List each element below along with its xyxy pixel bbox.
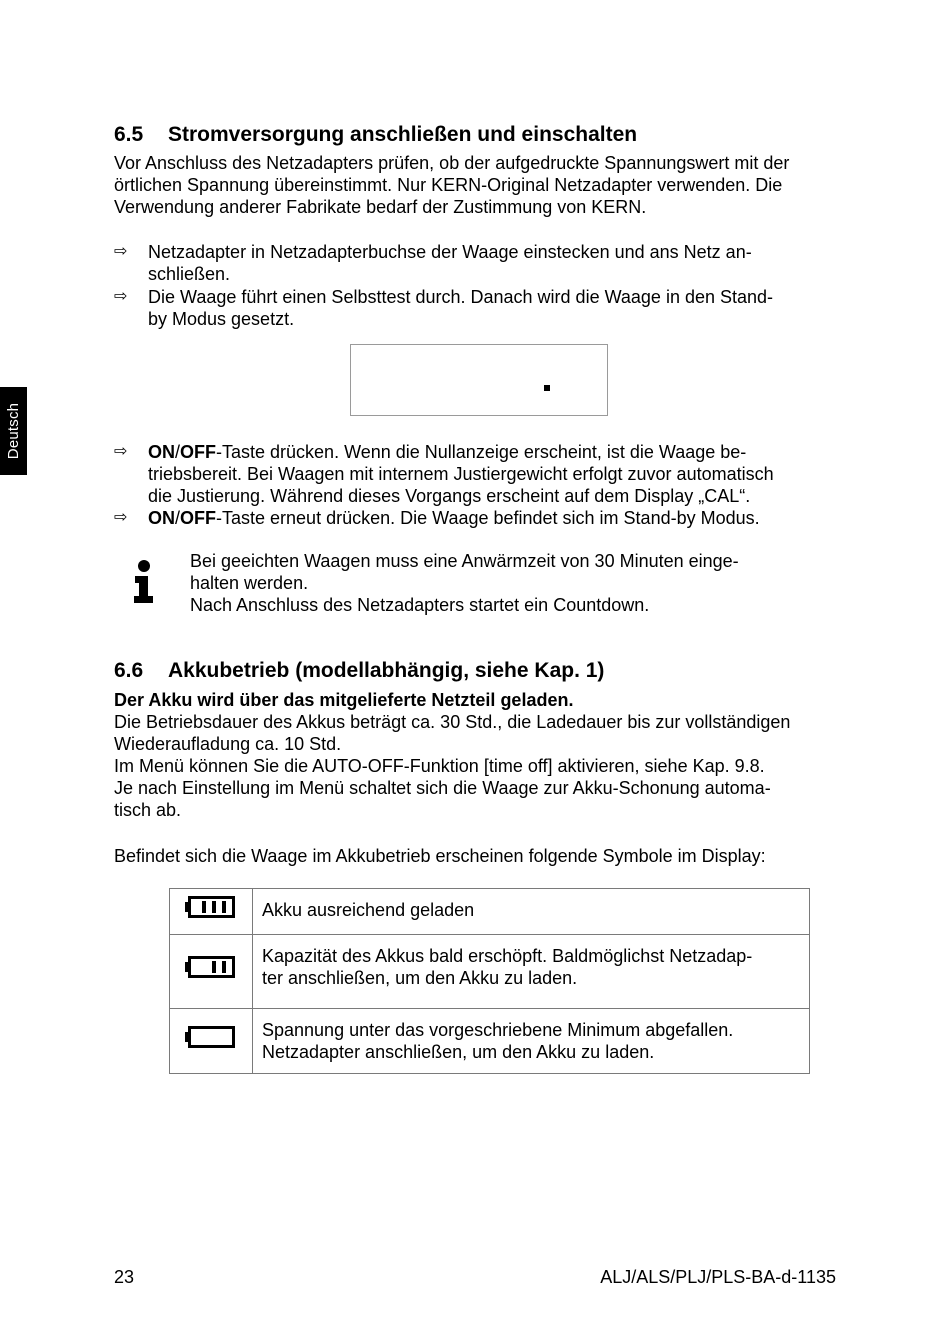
on-key-label: ON	[148, 508, 175, 528]
standby-display-illustration	[350, 344, 608, 416]
intro-line: Verwendung anderer Fabrikate bedarf der Zustimmung von KERN.	[114, 197, 647, 217]
step-line: schließen.	[148, 264, 231, 284]
symbol-description: Kapazität des Akkus bald erschöpft. Baldmöglichst Netzadap-	[262, 946, 753, 966]
section-6-5-intro	[114, 152, 854, 218]
section-6-5-title: Stromversorgung anschließen und einschalten	[168, 123, 638, 146]
document-id: ALJ/ALS/PLJ/PLS-BA-d-1135	[600, 1267, 836, 1287]
info-note	[190, 550, 830, 616]
section-6-6-title: Akkubetrieb (modellabhängig, siehe Kap. 1)	[168, 659, 605, 682]
step-line: by Modus gesetzt.	[148, 309, 295, 329]
step-text: -Taste erneut drücken. Die Waage befindet sich im Stand-by Modus.	[216, 508, 760, 528]
battery-full-icon	[185, 896, 237, 922]
on-key-label: ON	[148, 442, 175, 462]
note-line: Nach Anschluss des Netzadapters startet ein Countdown.	[190, 595, 650, 615]
symbol-description: Akku ausreichend geladen	[262, 900, 475, 920]
note-line: Bei geeichten Waagen muss eine Anwärmzeit von 30 Minuten einge-	[190, 551, 739, 571]
battery-empty-icon	[185, 1026, 237, 1052]
arrow-icon: ⇨	[114, 243, 128, 260]
section-6-6-body	[114, 689, 854, 821]
section-6-5-heading	[114, 122, 637, 148]
key-separator: /	[175, 442, 181, 462]
arrow-icon: ⇨	[114, 509, 128, 526]
table-cell-icon	[170, 1009, 253, 1074]
section-6-6-number: 6.6	[114, 659, 144, 682]
info-icon	[130, 558, 158, 604]
battery-half-icon	[185, 956, 237, 982]
step-line	[148, 441, 834, 463]
step-line: triebsbereit. Bei Waagen mit internem Justiergewicht erfolgt zuvor automatisch	[148, 464, 774, 484]
standby-dot-icon	[544, 385, 550, 391]
body-line: Je nach Einstellung im Menü schaltet sich die Waage zur Akku-Schonung automa-	[114, 778, 771, 798]
step-text: -Taste drücken. Wenn die Nullanzeige erscheint, ist die Waage be-	[216, 442, 747, 462]
step-line: Netzadapter in Netzadapterbuchse der Waage einstecken und ans Netz an-	[148, 242, 752, 262]
battery-symbols-table	[169, 888, 810, 1074]
table-cell-icon	[170, 889, 253, 935]
body-line: Wiederaufladung ca. 10 Std.	[114, 734, 342, 754]
note-line: halten werden.	[190, 573, 309, 593]
side-tab-label: Deutsch	[4, 402, 22, 460]
table-row	[170, 1009, 810, 1074]
intro-line: Vor Anschluss des Netzadapters prüfen, ob der aufgedruckte Spannungswert mit der	[114, 153, 790, 173]
step-self-test	[114, 286, 834, 330]
section-6-5-number: 6.5	[114, 123, 144, 146]
table-row	[170, 935, 810, 1009]
symbols-intro: Befindet sich die Waage im Akkubetrieb erscheinen folgende Symbole im Display:	[114, 846, 766, 866]
symbol-description: Netzadapter anschließen, um den Akku zu laden.	[262, 1042, 655, 1062]
language-side-tab	[0, 387, 27, 475]
step-press-on-off-again	[114, 507, 834, 529]
symbol-description: Spannung unter das vorgeschriebene Minimum abgefallen.	[262, 1020, 734, 1040]
step-press-on-off	[114, 441, 834, 507]
table-cell-text	[253, 935, 810, 1009]
table-cell-icon	[170, 935, 253, 1009]
step-connect-adapter	[114, 241, 834, 285]
step-line: die Justierung. Während dieses Vorgangs erscheint auf dem Display „CAL“.	[148, 486, 751, 506]
symbol-description: ter anschließen, um den Akku zu laden.	[262, 968, 578, 988]
arrow-icon: ⇨	[114, 443, 128, 460]
off-key-label: OFF	[180, 508, 217, 528]
section-6-6-heading	[114, 658, 604, 684]
table-cell-text	[253, 1009, 810, 1074]
page-number: 23	[114, 1267, 135, 1287]
step-line: Die Waage führt einen Selbsttest durch. Danach wird die Waage in den Stand-	[148, 287, 774, 307]
table-cell-text	[253, 889, 810, 935]
charging-note: Der Akku wird über das mitgelieferte Netzteil geladen.	[114, 690, 574, 710]
off-key-label: OFF	[180, 442, 217, 462]
arrow-icon: ⇨	[114, 288, 128, 305]
intro-line: örtlichen Spannung übereinstimmt. Nur KERN-Original Netzadapter verwenden. Die	[114, 175, 783, 195]
body-line: Im Menü können Sie die AUTO-OFF-Funktion [time off] aktivieren, siehe Kap. 9.8.	[114, 756, 765, 776]
body-line: Die Betriebsdauer des Akkus beträgt ca. 30 Std., die Ladedauer bis zur vollständigen	[114, 712, 791, 732]
body-line: tisch ab.	[114, 800, 182, 820]
key-separator: /	[175, 508, 181, 528]
table-row	[170, 889, 810, 935]
step-line	[148, 507, 834, 529]
